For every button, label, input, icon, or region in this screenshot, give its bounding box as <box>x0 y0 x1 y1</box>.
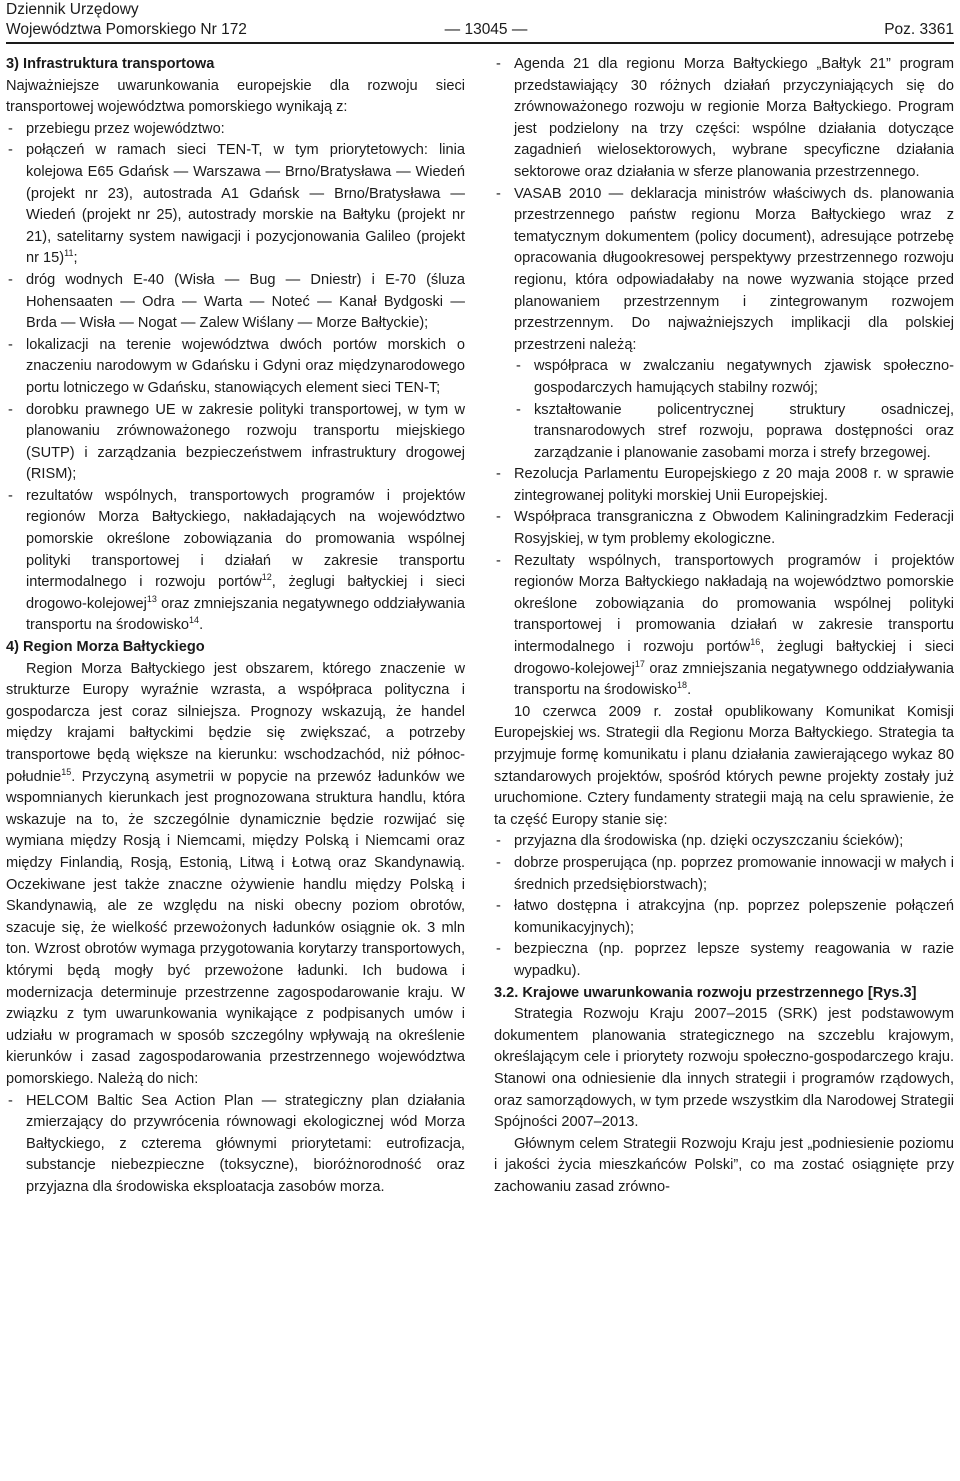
page-header <box>6 0 954 44</box>
footnote-ref: 16 <box>750 637 761 648</box>
journal-title-line1: Dziennik Urzędowy <box>6 1 139 18</box>
list-item: - współpraca w zwalczaniu negatywnych zjawisk społeczno-gospodarczych hamujących stabilny rozwój; <box>514 356 954 399</box>
list-item: - rezultatów wspólnych, transportowych programów i projektów regionów Morza Bałtyckiego, nakładających na województwo pomorskie określone zobowiązania do promowania wspólnej polityki transportowej i działań w zakresie transportu intermodalnego i rozwoju portów$^{12}$, żeglugi bałtyckiej i sieci drogowo-kolejowej$^{13}$ oraz zmniejszania negatywnego oddziaływania transportu na środowisko$^{14}$. <box>6 486 465 637</box>
list-item: - przebiegu przez województwo: <box>6 119 465 141</box>
list-item: - HELCOM Baltic Sea Action Plan — strategiczny plan działania zmierzający do przywrócenia równowagi ekologicznej wód Morza Bałtyckiego, z czterema głównymi priorytetami: eutrofizacja, substancje niebezpieczne (toksyczne), bioróżnorodność oraz przyjazna dla środowiska eksploatacja zasobów morza. <box>6 1091 465 1199</box>
paragraph: Najważniejsze uwarunkowania europejskie dla rozwoju sieci transportowej województwa pomorskiego wynikają z: <box>6 77 465 116</box>
list-item: - VASAB 2010 — deklaracja ministrów właściwych ds. planowania przestrzennego państw regionu Morza Bałtyckiego wraz z tematycznym dokumentem (policy document), adresujące potrzebę opracowania długookresowej perspektywy przestrzennego rozwoju regionu, która odpowiadałaby na nowe wyzwania stojące przed planowaniem przestrzennym i zintegrowanym rozwojem przestrzennym. Do najważniejszych implikacji dla polskiej przestrzeni należą: - współpraca w zwalczaniu negatywnych zjawisk społeczno-gospodarczych hamujących stabilny rozwój; - kształtowanie policentrycznej struktury osadniczej, transnarodowych stref rozwoju, poprawa dostępności oraz zarządzanie i planowanie zasobami morza i strefy brzegowej. <box>494 184 954 465</box>
section-heading: 4) Region Morza Bałtyckiego <box>6 639 205 656</box>
list-item: - dróg wodnych E-40 (Wisła — Bug — Dniestr) i E-70 (śluza Hohensaaten — Odra — Warta — Noteć — Kanał Bydgoski — Brda — Wisła — Nogat — Zalew Wiślany — Morze Bałtyckie); <box>6 270 465 335</box>
page-number: — 13045 — <box>444 21 528 38</box>
footnote-ref: 17 <box>634 658 645 669</box>
paragraph: 10 czerwca 2009 r. został opublikowany Komunikat Komisji Europejskiej ws. Strategii dla Regionu Morza Bałtyckiego. Strategia ta przyjmuje formę komunikatu i planu działania zawierającego wykaz 80 sztandarowych projektów, spośród których pewne projekty zostały już uruchomione. Cztery fundamenty strategii mają na celu sprawienie, że ta część Europy stanie się: <box>494 703 954 828</box>
list-item: - kształtowanie policentrycznej struktury osadniczej, transnarodowych stref rozwoju, poprawa dostępności oraz zarządzanie i planowanie zasobami morza i strefy brzegowej. <box>514 400 954 465</box>
footnote-ref: 12 <box>261 572 272 583</box>
paragraph: Region Morza Bałtyckiego jest obszarem, którego znaczenie w strukturze Europy wyraźnie wzrasta, a współpraca polityczna i gospodarcza jest coraz silniejsza. Prognozy wskazują, że handel między krajami bałtyckimi będzie się zwiększać, a potrzeby transportowe będą większe na kierunku: wschodzachód, niż północ-południe$^{15}$. Przyczyną asymetrii w popycie na przewóz ładunków we wspomnianych kierunkach jest prognozowana struktura handlu, która wskazuje na to, że szczególnie dynamicznie będzie rozwijać się wymiana między Rosją i Niemcami, między Polską i Niemcami oraz między Finlandią, Rosją, Estonią, Litwą i Łotwą oraz Skandynawią. Oczekiwane jest także znaczne ożywienie handlu między Polską i Skandynawią, ale ze względu na niski obecny poziom obrotów, szacuje się, że wielkość przewożonych ładunków osiągnie ok. 3 mln ton. Wzrost obrotów wymaga przygotowania korytarzy transportowych, którymi będą mogły być przewożone ładunki. Ich budowa i modernizacja determinuje przestrzenne zagospodarowanie kraju. W związku z tym uwarunkowania wynikające z podpisanych umów i udziału w programach w sposób szczególny wpływają na określenie kierunków i zasad zagospodarowania przestrzennego województwa pomorskiego. Należą do nich: <box>6 660 465 1087</box>
list-item: - Rezolucja Parlamentu Europejskiego z 20 maja 2008 r. w sprawie zintegrowanej polityki morskiej Unii Europejskiej. <box>494 464 954 507</box>
paragraph: Strategia Rozwoju Kraju 2007–2015 (SRK) jest podstawowym dokumentem planowania strategicznego na szczeblu krajowym, określającym cele i priorytety rozwoju społeczno-gospodarczego kraju. Stanowi ona odniesienie dla innych strategii i programów rządowych, oraz samorządowych, w tym przede wszystkim dla Narodowej Strategii Spójności 2007–2013. <box>494 1006 954 1131</box>
left-column <box>6 54 465 1198</box>
footnote-ref: 15 <box>61 766 72 777</box>
section-heading: 3.2. Krajowe uwarunkowania rozwoju przestrzennego [Rys.3] <box>494 984 917 1001</box>
list-item: - Rezultaty wspólnych, transportowych programów i projektów regionów Morza Bałtyckiego nakładają na województwo pomorskie określone zobowiązania do promowania wspólnej polityki transportowej i promowania działań w zakresie transportu intermodalnego i rozwoju portów$^{16}$, żeglugi bałtyckiej i sieci drogowo-kolejowej$^{17}$ oraz zmniejszania negatywnego oddziaływania transportu na środowisko$^{18}$. <box>494 551 954 702</box>
footnote-ref: 11 <box>64 248 74 259</box>
footnote-ref: 18 <box>677 680 688 691</box>
bullet-list <box>6 1091 465 1199</box>
journal-title <box>6 0 247 40</box>
bullet-list <box>494 54 954 702</box>
right-column <box>494 54 954 1198</box>
list-item: - lokalizacji na terenie województwa dwóch portów morskich o znaczeniu narodowym w Gdańsku i Gdyni oraz międzynarodowego portu lotniczego w Gdańsku, stanowiących element sieci TEN-T; <box>6 335 465 400</box>
list-item: - bezpieczna (np. poprzez lepsze systemy reagowania w razie wypadku). <box>494 939 954 982</box>
list-item: - Współpraca transgraniczna z Obwodem Kaliningradzkim Federacji Rosyjskiej, w tym problemy ekologiczne. <box>494 507 954 550</box>
list-item: - dobrze prosperująca (np. poprzez promowanie innowacji w małych i średnich przedsiębiorstwach); <box>494 853 954 896</box>
list-item: - łatwo dostępna i atrakcyjna (np. poprzez polepszenie połączeń komunikacyjnych); <box>494 896 954 939</box>
header-divider <box>6 42 954 44</box>
list-item: - przyjazna dla środowiska (np. dzięki oczyszczaniu ścieków); <box>494 831 954 853</box>
position-number: Poz. 3361 <box>884 21 954 38</box>
journal-title-line2: Województwa Pomorskiego Nr 172 <box>6 21 247 38</box>
bullet-list <box>494 831 954 982</box>
sub-bullet-list <box>514 356 954 464</box>
bullet-list <box>6 119 465 637</box>
section-heading: 3) Infrastruktura transportowa <box>6 56 215 72</box>
list-item: - dorobku prawnego UE w zakresie polityki transportowej, w tym w planowaniu zrównoważonego rozwoju transportu miejskiego (SUTP) i zarządzania bezpieczeństwem infrastruktury drogowej (RISM); <box>6 400 465 486</box>
list-item: - połączeń w ramach sieci TEN-T, w tym priorytetowych: linia kolejowa E65 Gdańsk — Warszawa — Brno/Bratysława — Wiedeń (projekt nr 23), autostrada A1 Gdańsk — Brno/Bratysława — Wiedeń (projekt nr 25), autostrady morskie na Bałtyku (projekt nr 21), satelitarny system nawigacji i pozycjonowania Galileo (projekt nr 15)$^{11}$; <box>6 140 465 270</box>
paragraph: Głównym celem Strategii Rozwoju Kraju jest „podniesienie poziomu i jakości życia mieszkańców Polski”, co ma zostać osiągnięte przy zachowaniu zasad zrówno- <box>494 1135 954 1195</box>
footnote-ref: 13 <box>146 593 157 604</box>
list-item: - Agenda 21 dla regionu Morza Bałtyckiego „Bałtyk 21” program przedstawiający 30 różnych działań przyczyniających się do zrównoważonego rozwoju w regionie Morza Bałtyckiego. Program jest podzielony na trzy części: wspólne działania dotyczące zagadnień wielosektorowych, wybrane specyficzne działania sektorowe oraz działania w sferze planowania przestrzennego. <box>494 54 954 184</box>
footnote-ref: 14 <box>189 615 200 626</box>
